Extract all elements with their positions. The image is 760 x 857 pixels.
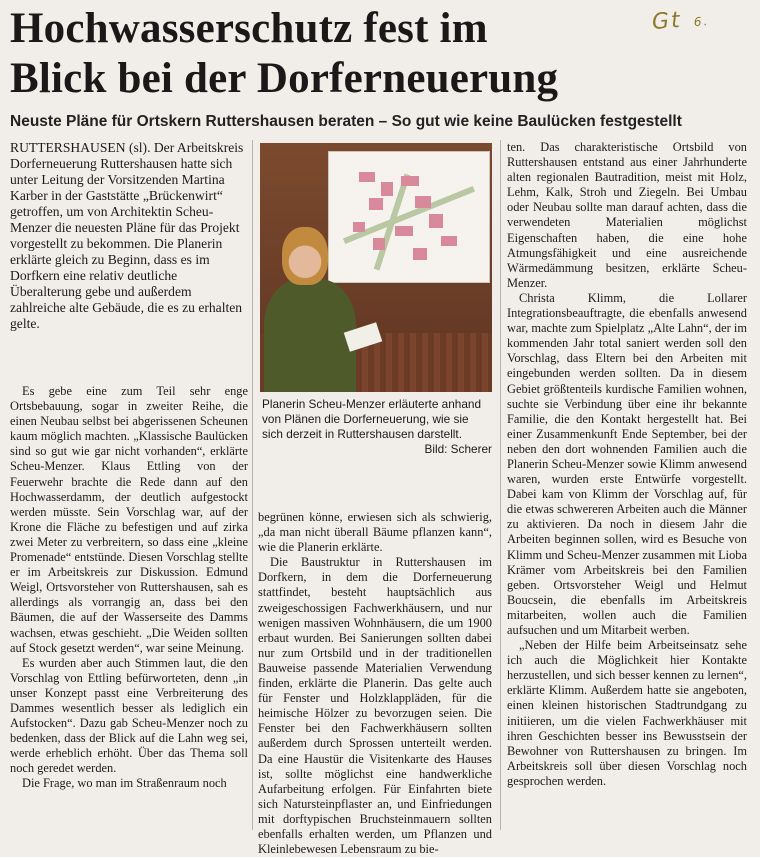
photo-credit: Bild: Scherer	[424, 442, 492, 456]
photo-caption	[262, 397, 492, 457]
headline-line-1: Hochwasserschutz fest im	[10, 5, 488, 52]
lead-paragraph: RUTTERSHAUSEN (sl). Der Arbeitskreis Dorferneuerung Ruttershausen hatte sich unter Leitung der Vorsitzenden Martina Karber in der Gaststätte „Brückenwirt“ getroffen, um von Architektin Scheu-Menzer die neuesten Pläne für das Projekt vorgestellt zu bekommen. Die Planerin erklärte gleich zu Beginn, dass es im Dorfkern eine relativ deutliche Überalterung gebe und außerdem zahlreiche alte Gebäude, die es zu erhalten gelte.	[10, 140, 244, 331]
column-divider-2	[500, 140, 501, 830]
column-1-paragraph-3: Die Frage, wo man im Straßenraum noch	[22, 776, 227, 791]
caption-text: Planerin Scheu-Menzer erläuterte anhand von Plänen die Dorferneuerung, wie sie sich derzeit in Ruttershausen darstellt.	[262, 397, 482, 441]
column-3-paragraph-1: ten. Das charakteristische Ortsbild von Ruttershausen entstand aus einer Jahrhunderte alten regionalen Bautradition, meist mit Holz, Lehm, Kalk, Stroh und Ziegeln. Bei Umbau oder Neubau sollte man darauf achten, dass die verwendeten Materialien möglichst Eigenschaften haben, die eine hohe Atmungsfähigkeit und eine ausreichende Wärmedämmung besitzen, erklärte Scheu-Menzer.	[507, 140, 747, 290]
column-1-paragraph-2: Es wurden aber auch Stimmen laut, die den Vorschlag von Ettling befürworteten, denn „in unser Konzept passt eine Verbreiterung des Dammes wesentlich besser als lediglich ein Aufstocken“. Dazu gab Scheu-Menzer noch zu bedenken, dass der Blick auf die Lahn weg sei, werde erheblich erhöht. Über das Thema soll noch geredet werden.	[10, 655, 248, 776]
handwritten-note	[651, 6, 710, 35]
handwritten-note-number: 6.	[693, 14, 710, 30]
handwritten-note-text: Gt	[651, 7, 683, 35]
column-3-paragraph-3: „Neben der Hilfe beim Arbeitseinsatz sehe ich auch die Möglichkeit hier Kontakte herzustellen, und sich besser kennen zu lernen“, erklärte Klimm. Außerdem hatte sie angeboten, einen kleinen historischen Stadtrundgang zu initiieren, um die vielen Fachwerkhäuser mit ihren Geschichten besser ins Bewusstsein der Bewohner von Ruttershausen zu bringen. Im Arbeitskreis soll über diesen Vorschlag noch gesprochen werden.	[507, 638, 747, 788]
column-divider-1	[252, 140, 253, 830]
headline-line-2: Blick bei der Dorferneuerung	[10, 55, 559, 102]
column-3-paragraph-2: Christa Klimm, die Lollarer Integrationsbeauftragte, die ebenfalls anwesend war, machte zum Spielplatz „Alte Lahn“, der im kommenden Jahr total saniert werden soll den Vorschlag, dass Eltern bei den Arbeiten mit eingebunden werden sollten. Da in diesem Gebiet größtenteils kurdische Familien wohnen, suchte sie Verbindung über eine ihr bekannte Familie, die den Kontakt hergestellt hat. Bei einer Zusammenkunft Ende September, bei der neben den dort wohnenden Familien auch die Planerin Scheu-Menzer sowie Klimm anwesend waren, wurden erste Entwürfe vorgestellt. Dabei kam von Klimm der Vorschlag auf, für die etwas schwereren Arbeiten auch die Männer zu aktivieren. Da noch in diesem Jahr die Arbeiten beginnen sollen, wird es Besuche von Klimm und Scheu-Menzer zusammen mit Lioba Krämer vom Arbeitskreis bei den Familien geben. Ortsvorsteher Weigl und Helmut Boucsein, die ebenfalls im Arbeitskreis mitarbeiten, wollen auch die Familien aufsuchen und um Mitarbeit werben.	[507, 290, 747, 637]
article-photo	[260, 143, 492, 392]
article-lead	[10, 140, 246, 332]
village-plan-poster	[328, 151, 490, 283]
column-1-paragraph-1: Es gebe eine zum Teil sehr enge Ortsbebauung, sogar in zweiter Reihe, die einen Neubau selbst bei abgerissenen Scheunen kaum möglich machten. „Klassische Baulücken sind so gut wie gar nicht vorhanden“, erklärte Scheu-Menzer. Klaus Ettling von der Feuerwehr brachte die Rede dann auf den Hochwasserdamm, der deutlich aufgestockt werden müsste. Sein Vorschlag war, auf der Krone die Fläche zu befestigen und auf zirka zwei Meter zu verbreitern, so dass eine „kleine Promenade“ entstünde. Diesen Vorschlag stellte er im Arbeitskreis zur Diskussion. Edmund Weigl, Ortsvorsteher von Ruttershausen, sah es allerdings als vorrangig an, dass bei den Bäumen, die auf der Wasserseite des Damms wachsen, etwas geschieht. „Die Weiden sollten auf Stock gesetzt werden“, war seine Meinung.	[10, 384, 248, 655]
article-subheadline: Neuste Pläne für Ortskern Ruttershausen beraten – So gut wie keine Baulücken festgestellt	[10, 113, 682, 130]
column-3	[507, 140, 747, 789]
planner-head	[282, 227, 328, 285]
column-2-paragraph-2: Die Baustruktur in Ruttershausen im Dorfkern, in dem die Dorferneuerung stattfindet, besteht hauptsächlich aus zweigeschossigen Fachwerkhäusern, und nur wenigen massiven Wohnhäusern, die um 1900 erbaut wurden. Bei Sanierungen sollten dabei nur zum Ortsbild und in der traditionellen Bauweise passende Materialien Verwendung finden, erklärte die Planerin. Das gelte auch für Fenster und Holzklappläden, für die heimische Hölzer zu bevorzugen seien. Die Fenster bei den Fachwerkhäusern sollten außerdem durch Sprossen unterteilt werden. Da eine Haustür die Visitenkarte des Hauses ist, sollte möglichst eine handwerkliche Aufarbeitung erfolgen. Für Einfahrten biete sich Natursteinpflaster an, und Einfriedungen mit dorftypischen Bruchsteinmauern sollten ebenfalls erhalten werden, um Pflanzen und Kleinlebewesen Lebensraum zu bie-	[258, 555, 492, 857]
column-1	[10, 384, 248, 792]
planner-figure	[264, 279, 356, 392]
column-2	[258, 510, 492, 857]
article-headline	[10, 4, 690, 104]
column-2-paragraph-1: begrünen könne, erwiesen sich als schwierig, „da man nicht überall Bäume pflanzen kann“, wie die Planerin erklärte.	[258, 510, 492, 555]
